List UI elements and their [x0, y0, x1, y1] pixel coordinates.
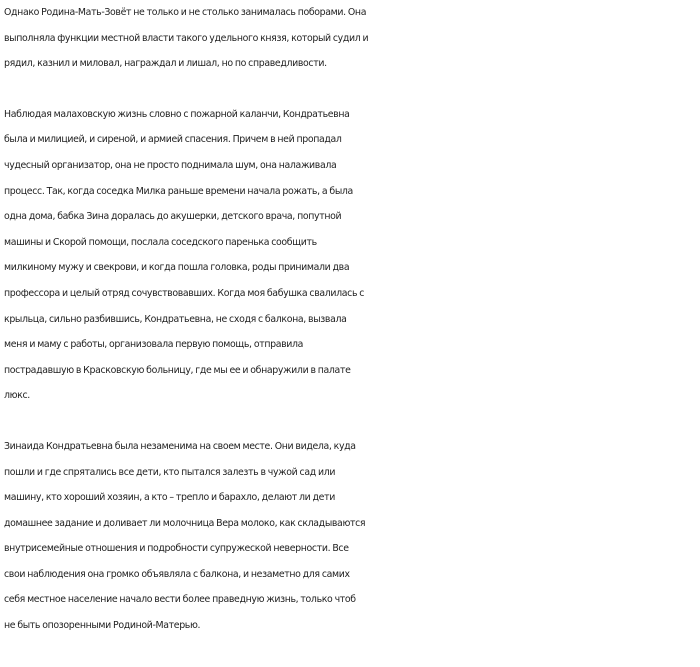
text-line: Зинаида Кондратьевна была незаменима на своем месте. Они видела, куда [4, 440, 356, 452]
text-line: пошли и где спрятались все дети, кто пытался залезть в чужой сад или [4, 466, 336, 478]
text-line: домашнее задание и доливает ли молочница Вера молоко, как складываются [4, 517, 366, 529]
text-line: не быть опозоренными Родиной-Матерью. [4, 620, 201, 632]
text-line: люкс. [4, 390, 30, 402]
text-line: чудесный организатор, она не просто поднимала шум, она налаживала [4, 159, 337, 171]
text-line: свои наблюдения она громко объявляла с балкона, и незаметно для самих [4, 568, 350, 580]
text-line: машины и Скорой помощи, послала соседского паренька сообщить [4, 236, 317, 248]
text-line: рядил, казнил и миловал, награждал и лишал, но по справедливости. [4, 58, 327, 70]
text-line: Однако Родина-Мать-Зовёт не только и не столько занималась поборами. Она [4, 7, 367, 18]
text-line: машину, кто хороший хозяин, а кто – трепло и барахло, делают ли дети [4, 492, 335, 504]
text-line: процесс. Так, когда соседка Милка раньше времени начала рожать, а была [4, 185, 353, 197]
text-line: себя местное население начало вести более праведную жизнь, только чтоб [4, 594, 356, 606]
text-line: меня и маму с работы, организовала первую помощь, отправила [4, 339, 304, 351]
text-line: выполняла функции местной власти такого удельного князя, который судил и [4, 32, 369, 44]
text-line: внутрисемейные отношения и подробности супружеской неверности. Все [4, 543, 349, 555]
text-line: крыльца, сильно разбившись, Кондратьевна, не сходя с балкона, вызвала [4, 313, 347, 325]
paragraph-1 [4, 0, 700, 77]
text-line: милкиному мужу и свекрови, и когда пошла головка, роды принимали два [4, 262, 350, 274]
text-line: пострадавшую в Красковскую больницу, где мы ее и обнаружили в палате [4, 364, 351, 376]
paragraph-3 [4, 434, 700, 639]
paragraph-2 [4, 102, 700, 409]
text-line: профессора и целый отряд сочувствовавших. Когда моя бабушка свалилась с [4, 287, 365, 299]
text-line: была и милицией, и сиреной, и армией спасения. Причем в ней пропадал [4, 134, 342, 146]
text-line: Наблюдая малаховскую жизнь словно с пожарной каланчи, Кондратьевна [4, 108, 350, 120]
text-line: одна дома, бабка Зина доралась до акушерки, детского врача, попутной [4, 211, 342, 223]
